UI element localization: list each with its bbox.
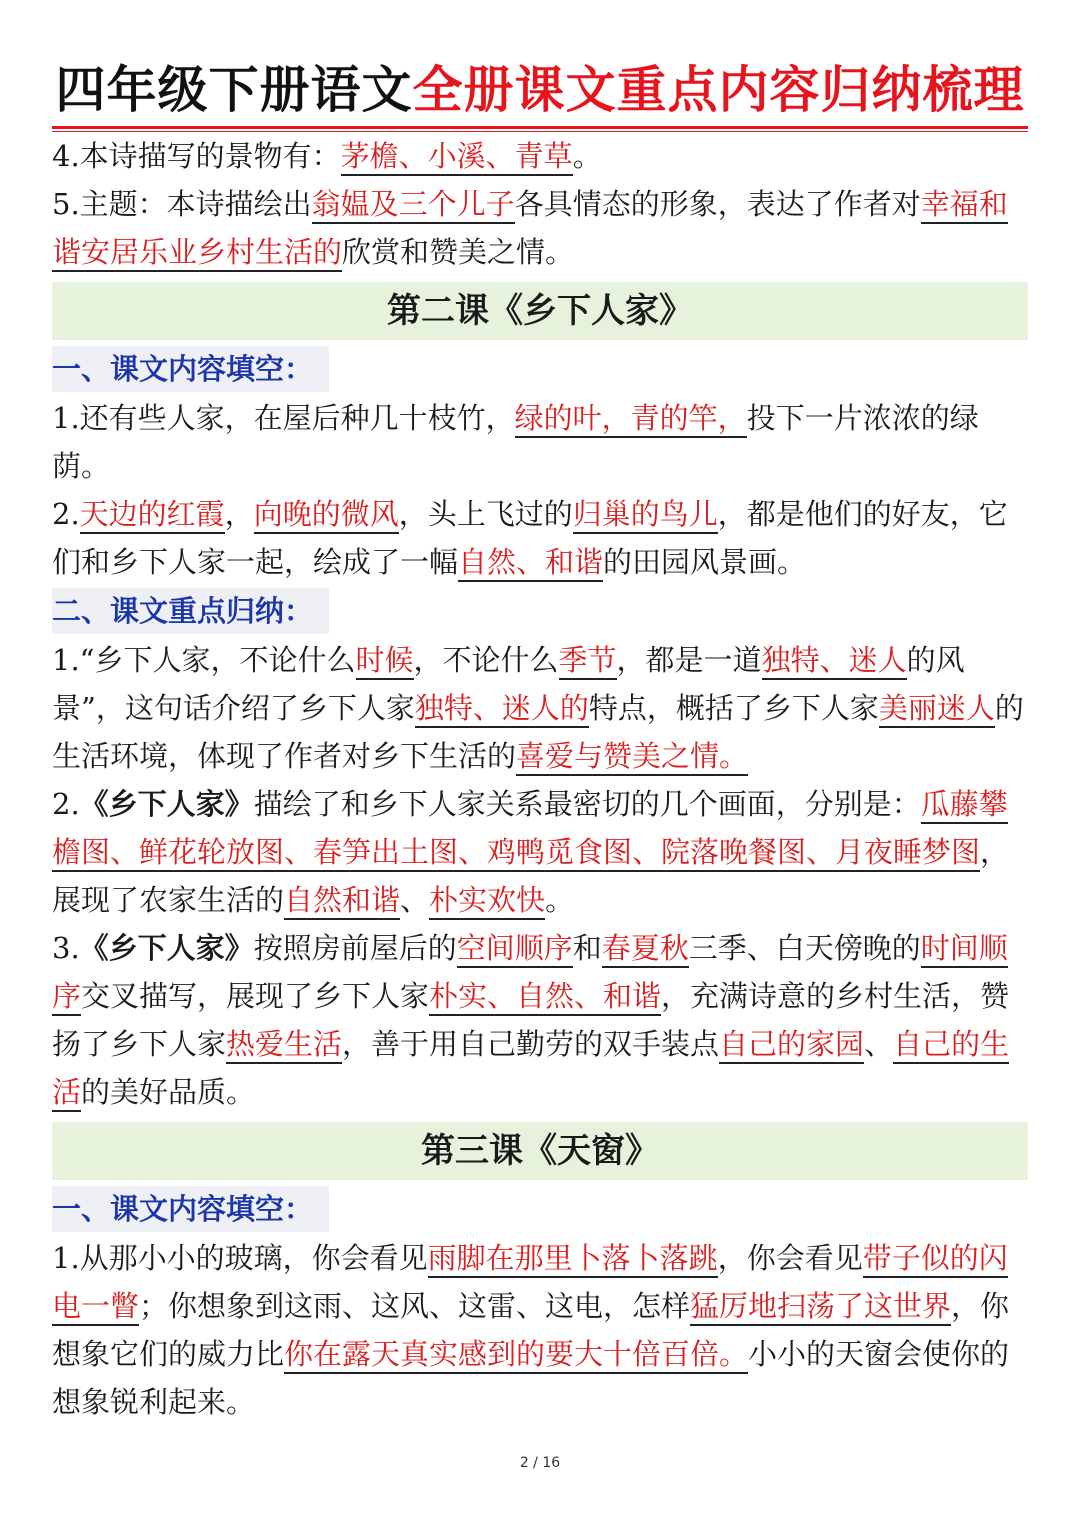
answer: 热爱生活: [226, 1027, 342, 1064]
lesson2-point-3: [52, 924, 1028, 1116]
text: ，头上飞过的: [398, 497, 573, 531]
text: 交叉描写，展现了乡下人家: [81, 979, 430, 1013]
answer: 喜爱与赞美之情。: [516, 739, 748, 776]
answer: 幸福和谐安居乐业乡村生活的: [52, 187, 1008, 272]
answer: 雨脚在那里卜落卜落跳: [428, 1241, 718, 1278]
text: ；你想象到这雨、这风、这雷、这电，怎样: [139, 1289, 691, 1323]
text: 特点，概括了乡下人家: [588, 691, 879, 725]
book-title: 《乡下人家》: [79, 931, 254, 965]
text: 按照房前屋后的: [253, 931, 457, 965]
text: ，都是一道: [616, 643, 762, 677]
answer: 自然、和谐: [458, 545, 603, 582]
text: 的风景”，这句话介绍了乡下人家: [52, 643, 965, 725]
text: 、: [864, 1027, 894, 1061]
text: ，你会看见: [717, 1241, 863, 1275]
answer: 翁媪及三个儿子: [312, 187, 515, 224]
answer: 自己的家园: [719, 1027, 864, 1064]
text: ，: [224, 497, 254, 531]
title-red-part: 全册课文重点内容归纳梳理: [412, 61, 1025, 119]
text: 2.: [52, 497, 80, 531]
lesson2-point-1: [52, 636, 1028, 780]
page-number: 2 / 16: [519, 1455, 561, 1471]
text: ，展现了农家生活的: [52, 835, 1010, 917]
book-title: 《乡下人家》: [79, 787, 254, 821]
text: ，都是他们的好友，它们和乡下人家一起，绘成了一幅: [52, 497, 1008, 579]
section-heading-key-points: 二、课文重点归纳：: [52, 588, 329, 634]
answer: 绿的叶，青的竿，: [515, 401, 747, 438]
answer: 独特、迷人: [762, 643, 907, 680]
text: 1.还有些人家，在屋后种几十枝竹，: [52, 401, 515, 435]
text: 4.本诗描写的景物有：: [52, 139, 341, 173]
text: 1.从那小小的玻璃，你会看见: [52, 1241, 428, 1275]
text: ，善于用自己勤劳的双手装点: [342, 1027, 720, 1061]
poem-theme-paragraph: [52, 180, 1028, 276]
answer: 季节: [559, 643, 617, 680]
answer: 天边的红霞: [80, 497, 225, 534]
answer: 独特、迷人的: [415, 691, 589, 728]
text: 欣赏和赞美之情。: [342, 235, 575, 269]
text: 的田园风景画。: [603, 545, 807, 579]
text: 3.: [52, 931, 80, 965]
section-heading-fill-blank: 一、课文内容填空：: [52, 346, 329, 392]
answer: 瓜藤攀檐图、鲜花轮放图、春笋出土图、鸡鸭觅食图、院落晚餐图、月夜睡梦图: [52, 787, 1008, 872]
answer: 朴实欢快: [429, 883, 545, 920]
text: 小小的天窗会使你的想象锐利起来。: [52, 1337, 1010, 1419]
lesson2-fill-2: [52, 490, 1028, 586]
section-heading-fill-blank-3: 一、课文内容填空：: [52, 1186, 329, 1232]
answer: 自然和谐: [284, 883, 400, 920]
answer: 猛厉地扫荡了这世界: [690, 1289, 951, 1326]
text: 描绘了和乡下人家关系最密切的几个画面，分别是：: [253, 787, 921, 821]
document-page: [52, 58, 1028, 1426]
answer: 朴实、自然、和谐: [429, 979, 661, 1016]
answer: 向晚的微风: [254, 497, 399, 534]
text: 各具情态的形象，表达了作者对: [514, 187, 921, 221]
answer: 春夏秋: [602, 931, 689, 968]
poem-scenery-line: [52, 132, 1028, 180]
text: ，不论什么: [413, 643, 559, 677]
text: 。: [572, 139, 602, 173]
title-black-part: 四年级下册语文: [55, 61, 413, 119]
lesson-heading-3: 第三课《天窗》: [52, 1122, 1028, 1180]
lesson-heading-2: 第二课《乡下人家》: [52, 282, 1028, 340]
text: 5.主题：本诗描绘出: [52, 187, 312, 221]
text: 三季、白天傍晚的: [688, 931, 921, 965]
text: 、: [400, 883, 430, 917]
answer: 你在露天真实感到的要大十倍百倍。: [284, 1337, 748, 1374]
page-title: [52, 58, 1028, 122]
answer: 时间顺序: [52, 931, 1008, 1016]
text: 。: [545, 883, 575, 917]
lesson2-point-2: [52, 780, 1028, 924]
text: 投下一片浓浓的绿荫。: [52, 401, 979, 483]
text: 2.: [52, 787, 80, 821]
answer: 归巢的鸟儿: [573, 497, 718, 534]
answer: 美丽迷人: [879, 691, 995, 728]
text: 的美好品质。: [81, 1075, 256, 1109]
answer: 茅檐、小溪、青草: [341, 139, 573, 176]
lesson3-fill-1: [52, 1234, 1028, 1426]
text: ，充满诗意的乡村生活，赞扬了乡下人家: [52, 979, 1010, 1061]
text: 和: [572, 931, 602, 965]
answer: 空间顺序: [457, 931, 573, 968]
answer: 时候: [356, 643, 414, 680]
text: ，你想象它们的威力比: [52, 1289, 1010, 1371]
lesson2-fill-1: [52, 394, 1028, 490]
text: 的生活环境，体现了作者对乡下生活的: [52, 691, 1024, 773]
answer: 带子似的闪电一瞥: [52, 1241, 1008, 1326]
answer: 自己的生活: [52, 1027, 1009, 1112]
text: 1.“乡下人家，不论什么: [52, 643, 356, 677]
